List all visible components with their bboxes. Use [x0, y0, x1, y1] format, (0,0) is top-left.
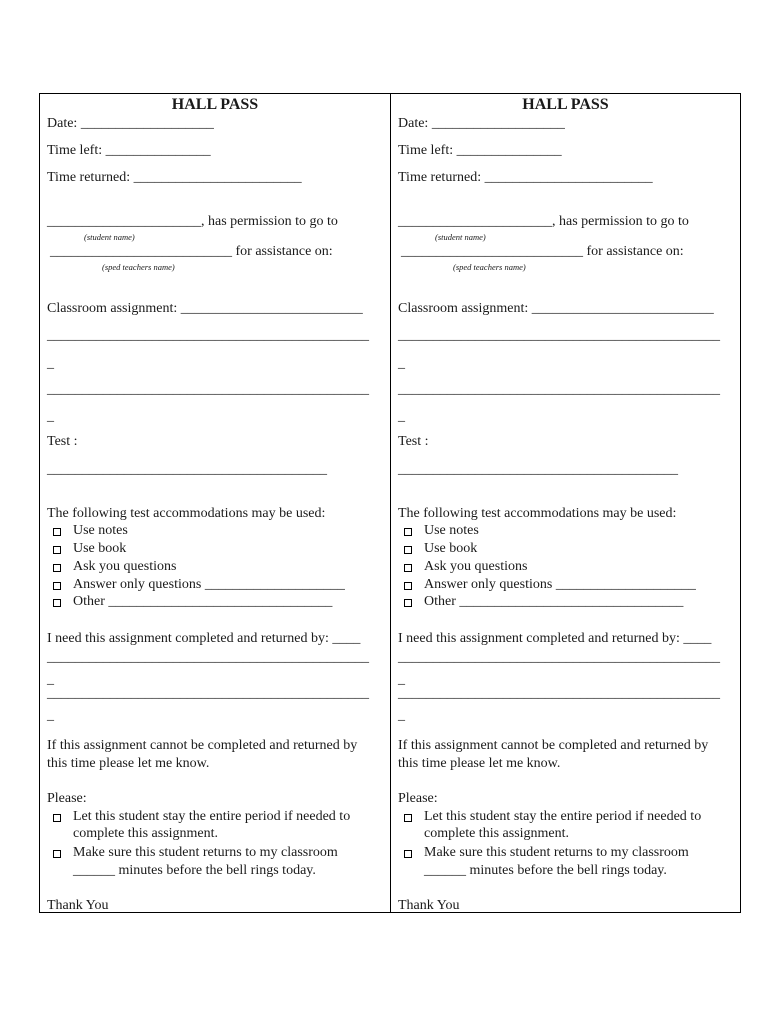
completed-dash: _	[47, 708, 54, 723]
accommodation-label: Use book	[424, 541, 478, 556]
student-name-field[interactable]: ______________________, has permission to go to	[47, 214, 338, 229]
use-notes-checkbox[interactable]	[53, 528, 61, 536]
please-option-text[interactable]: ______ minutes before the bell rings today.	[73, 863, 316, 878]
please-option-text: complete this assignment.	[73, 826, 219, 841]
accommodation-label: Use notes	[73, 523, 128, 538]
other-checkbox[interactable]	[404, 599, 412, 607]
teacher-name-caption: (sped teachers name)	[102, 262, 175, 272]
return-before-bell-checkbox[interactable]	[404, 850, 412, 858]
teacher-name-caption: (sped teachers name)	[453, 262, 526, 272]
assignment-blank-line[interactable]: ______________________________________________	[398, 382, 720, 397]
accommodations-heading: The following test accommodations may be used:	[398, 506, 677, 521]
completed-by-field[interactable]: I need this assignment completed and returned by: ____	[47, 631, 361, 646]
ask-questions-checkbox[interactable]	[53, 564, 61, 572]
assignment-blank-line[interactable]: ______________________________________________	[398, 328, 720, 343]
accommodation-label: Ask you questions	[424, 559, 528, 574]
student-name-caption: (student name)	[435, 232, 486, 242]
completed-dash: _	[398, 672, 405, 687]
test-field[interactable]: ________________________________________	[398, 462, 678, 477]
please-option-text: complete this assignment.	[424, 826, 570, 841]
ask-questions-checkbox[interactable]	[404, 564, 412, 572]
stay-entire-period-checkbox[interactable]	[404, 814, 412, 822]
test-label: Test :	[398, 434, 429, 449]
completed-blank-line[interactable]: ______________________________________________	[47, 686, 369, 701]
assignment-dash: _	[47, 356, 54, 371]
assignment-dash: _	[398, 356, 405, 371]
thank-you-text: Thank You	[398, 898, 460, 913]
completed-dash: _	[47, 672, 54, 687]
accommodation-label: Other ________________________________	[424, 594, 684, 609]
accommodation-label: Answer only questions ____________________	[73, 577, 345, 592]
time-left-field[interactable]: Time left: _______________	[398, 143, 562, 158]
accommodations-heading: The following test accommodations may be used:	[47, 506, 326, 521]
accommodation-label: Ask you questions	[73, 559, 177, 574]
cannot-complete-text: this time please let me know.	[398, 756, 561, 771]
teacher-name-field[interactable]: __________________________ for assistance on:	[401, 244, 684, 259]
other-checkbox[interactable]	[53, 599, 61, 607]
please-option-text: Let this student stay the entire period if needed to	[424, 809, 702, 824]
test-label: Test :	[47, 434, 78, 449]
pass-title: HALL PASS	[522, 96, 609, 113]
hall-pass-right	[390, 94, 740, 912]
student-name-caption: (student name)	[84, 232, 135, 242]
cannot-complete-text: If this assignment cannot be completed and returned by	[47, 738, 358, 753]
completed-by-field[interactable]: I need this assignment completed and returned by: ____	[398, 631, 712, 646]
assignment-blank-line[interactable]: ______________________________________________	[47, 382, 369, 397]
classroom-assignment-field[interactable]: Classroom assignment: __________________________	[398, 301, 714, 316]
time-returned-field[interactable]: Time returned: ________________________	[47, 170, 302, 185]
time-returned-field[interactable]: Time returned: ________________________	[398, 170, 653, 185]
please-label: Please:	[47, 791, 87, 806]
teacher-name-field[interactable]: __________________________ for assistance on:	[50, 244, 333, 259]
student-name-field[interactable]: ______________________, has permission to go to	[398, 214, 689, 229]
answer-only-checkbox[interactable]	[53, 582, 61, 590]
use-notes-checkbox[interactable]	[404, 528, 412, 536]
accommodation-label: Use book	[73, 541, 127, 556]
completed-blank-line[interactable]: ______________________________________________	[398, 650, 720, 665]
cannot-complete-text: this time please let me know.	[47, 756, 210, 771]
thank-you-text: Thank You	[47, 898, 109, 913]
please-option-text: Let this student stay the entire period if needed to	[73, 809, 351, 824]
use-book-checkbox[interactable]	[53, 546, 61, 554]
hall-pass-left	[40, 94, 390, 912]
return-before-bell-checkbox[interactable]	[53, 850, 61, 858]
accommodation-label: Other ________________________________	[73, 594, 333, 609]
assignment-dash: _	[47, 409, 54, 424]
cannot-complete-text: If this assignment cannot be completed and returned by	[398, 738, 709, 753]
classroom-assignment-field[interactable]: Classroom assignment: __________________________	[47, 301, 363, 316]
completed-blank-line[interactable]: ______________________________________________	[398, 686, 720, 701]
please-option-text: Make sure this student returns to my classroom	[424, 845, 689, 860]
pass-title: HALL PASS	[171, 96, 259, 113]
assignment-dash: _	[398, 409, 405, 424]
accommodation-label: Use notes	[424, 523, 479, 538]
test-field[interactable]: ________________________________________	[47, 462, 327, 477]
answer-only-checkbox[interactable]	[404, 582, 412, 590]
date-field[interactable]: Date: ___________________	[47, 116, 214, 131]
stay-entire-period-checkbox[interactable]	[53, 814, 61, 822]
time-left-field[interactable]: Time left: _______________	[47, 143, 211, 158]
completed-dash: _	[398, 708, 405, 723]
please-label: Please:	[398, 791, 438, 806]
use-book-checkbox[interactable]	[404, 546, 412, 554]
accommodation-label: Answer only questions ____________________	[424, 577, 696, 592]
hall-pass-table	[39, 93, 741, 913]
completed-blank-line[interactable]: ______________________________________________	[47, 650, 369, 665]
please-option-text: Make sure this student returns to my classroom	[73, 845, 338, 860]
please-option-text[interactable]: ______ minutes before the bell rings today.	[424, 863, 667, 878]
assignment-blank-line[interactable]: ______________________________________________	[47, 328, 369, 343]
date-field[interactable]: Date: ___________________	[398, 116, 565, 131]
